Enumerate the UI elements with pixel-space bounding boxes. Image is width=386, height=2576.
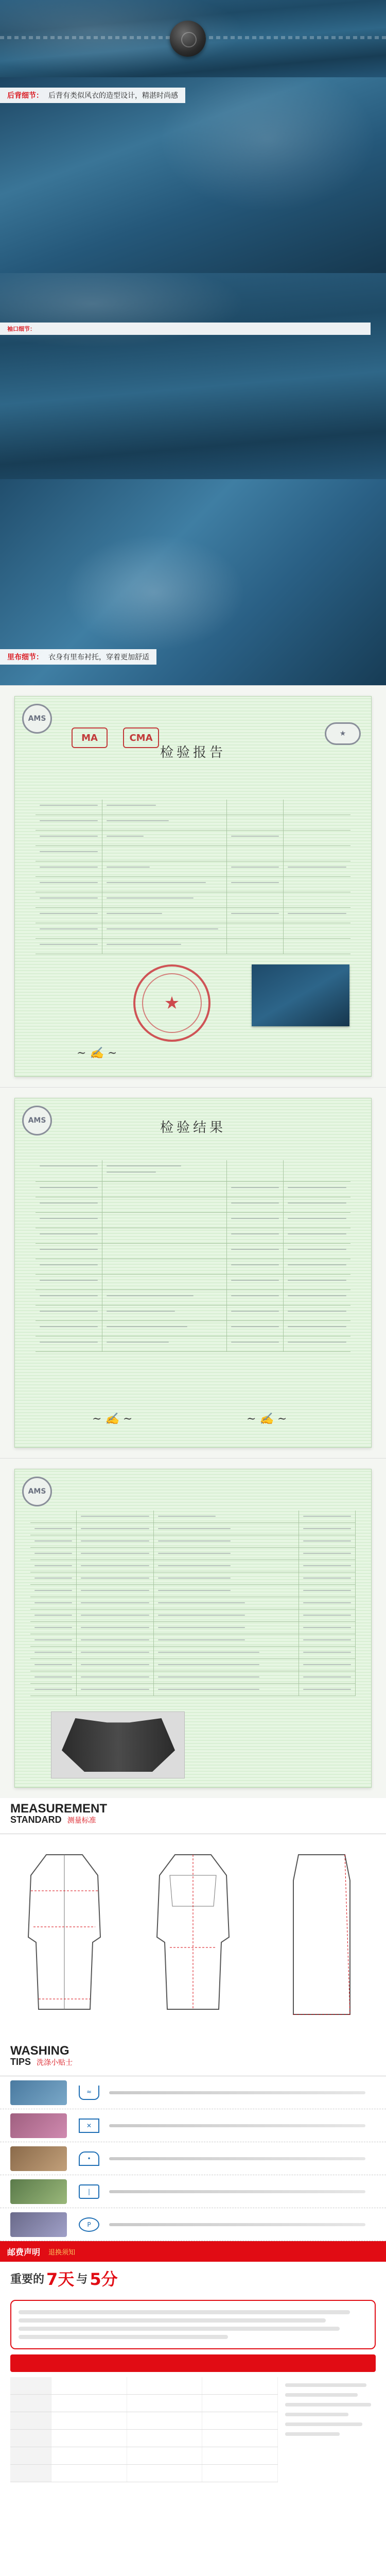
cuff-detail-tag: 袖口细节：: [7, 326, 36, 332]
measurement-diagrams: [0, 1834, 386, 2040]
grid-row: [36, 1228, 350, 1244]
grid-row: [36, 1321, 350, 1336]
grid-row: [36, 892, 350, 908]
return-policy-table-area: [10, 2377, 376, 2482]
cuff-detail-photo: [0, 273, 386, 479]
garment-sample-photo: [51, 1711, 185, 1778]
grid-row: [36, 1275, 350, 1290]
warning-banner: [10, 2354, 376, 2372]
measurement-heading-en-1: MEASUREMENT: [10, 1802, 108, 1816]
grid-row: [36, 1259, 350, 1275]
grid-row: [36, 1160, 350, 1182]
back-detail-tag: 后背细节：: [7, 92, 43, 100]
grid-row: [36, 1290, 350, 1306]
lining-detail-caption: [0, 649, 156, 665]
cma-badge: CMA: [123, 727, 159, 748]
promo-days: 7天: [46, 2269, 75, 2289]
grid-row: [36, 1197, 350, 1213]
institute-name: [15, 1098, 371, 1108]
table-row: [30, 1659, 356, 1671]
table-row: [10, 2377, 278, 2395]
table-row: [30, 1585, 356, 1597]
postage-subtitle: 退换须知: [48, 2248, 76, 2257]
table-row: [30, 1511, 356, 1523]
report-info-grid: [36, 800, 350, 954]
fiber-content-sheet: [14, 1469, 372, 1788]
wash-basin-icon: ≈: [76, 2086, 102, 2100]
washing-tip-text: [109, 2223, 365, 2226]
grid-row: [36, 923, 350, 939]
notice-line: [19, 2310, 350, 2314]
institute-name: [15, 697, 371, 706]
table-row: [30, 1647, 356, 1659]
fabric-swatch: [252, 964, 349, 1026]
sleeve-diagram: [268, 1844, 376, 2025]
grid-row: [36, 1213, 350, 1228]
lining-detail-photo: [0, 479, 386, 685]
coat-front-diagram: [10, 1844, 118, 2025]
signature: ~ ✍ ~: [247, 1413, 287, 1426]
coat-image: [62, 1718, 175, 1772]
fiber-content-table: [30, 1511, 356, 1696]
return-policy-promo: [0, 2262, 386, 2295]
grid-row: [36, 939, 350, 954]
ma-badge: MA: [72, 727, 108, 748]
grid-row: [36, 877, 350, 892]
postage-title: 邮费声明: [7, 2247, 41, 2257]
grid-row: [36, 831, 350, 846]
test-report-sheet: [14, 696, 372, 1077]
table-row: [10, 2430, 278, 2447]
grid-row: [36, 846, 350, 861]
fabric-button-photo: [0, 0, 386, 77]
promo-prefix: 重要的: [10, 2273, 45, 2286]
washing-tip-text: [109, 2157, 365, 2160]
table-row: [10, 2465, 278, 2482]
test-report-section: [0, 685, 386, 1087]
washing-tip-row: [0, 2142, 386, 2175]
postage-bar: [0, 2241, 386, 2262]
table-row: [30, 1572, 356, 1585]
test-result-section: [0, 1087, 386, 1458]
back-detail-caption: [0, 88, 185, 103]
cuff-detail-caption: [0, 323, 371, 335]
table-row: [30, 1560, 356, 1572]
no-bleach-icon: ✕: [76, 2119, 102, 2133]
washing-photo: [10, 2146, 67, 2171]
lining-detail-text: 衣身有里布衬托，穿着更加舒适: [48, 653, 149, 662]
return-policy-side-text: [278, 2377, 376, 2482]
table-row: [30, 1671, 356, 1684]
official-stamp: ★: [133, 964, 210, 1042]
washing-tip-row: [0, 2109, 386, 2142]
table-row: [10, 2447, 278, 2465]
table-row: [10, 2395, 278, 2412]
grid-row: [36, 1244, 350, 1259]
signature: ~ ✍ ~: [77, 1047, 117, 1060]
table-row: [30, 1622, 356, 1634]
back-detail-photo: [0, 77, 386, 273]
table-row: [30, 1684, 356, 1696]
grid-row: [36, 861, 350, 877]
grid-row: [36, 1336, 350, 1352]
table-row: [30, 1535, 356, 1548]
washing-tip-text: [109, 2124, 365, 2127]
hang-dry-icon: |: [76, 2184, 102, 2199]
grid-row: [36, 815, 350, 831]
measurement-heading-en-2: STANDARD: [10, 1815, 62, 1825]
fiber-content-section: [0, 1458, 386, 1798]
grid-row: [36, 1182, 350, 1197]
notice-box: [10, 2300, 376, 2349]
lining-detail-tag: 里布细节：: [7, 653, 43, 662]
washing-tip-text: [109, 2091, 365, 2094]
washing-photo: [10, 2113, 67, 2138]
washing-photo: [10, 2212, 67, 2237]
signature: ~ ✍ ~: [92, 1413, 133, 1426]
measurement-heading-cn: 测量标准: [67, 1817, 96, 1825]
coat-back-diagram: [139, 1844, 247, 2025]
washing-photo: [10, 2179, 67, 2204]
ams-logo-icon: AMS: [22, 1477, 52, 1506]
washing-tips-list: [0, 2076, 386, 2241]
table-row: [10, 2412, 278, 2430]
return-policy-table: [10, 2377, 278, 2482]
promo-score: 5分: [90, 2269, 118, 2289]
washing-heading: [0, 2040, 386, 2076]
washing-tip-row: [0, 2208, 386, 2241]
washing-heading-en-2: TIPS: [10, 2057, 31, 2067]
ams-logo-icon: AMS: [22, 1106, 52, 1136]
result-title: 检验结果: [160, 1120, 226, 1136]
grid-row: [36, 908, 350, 923]
dry-clean-icon: P: [76, 2217, 102, 2232]
institute-name: [15, 1469, 371, 1479]
washing-tip-row: [0, 2076, 386, 2109]
grid-row: [36, 1306, 350, 1321]
notice-line: [19, 2335, 228, 2339]
accreditation-logo-icon: ★: [325, 722, 361, 745]
washing-tip-row: [0, 2175, 386, 2208]
coat-button-image: [170, 21, 206, 57]
table-row: [30, 1548, 356, 1560]
promo-mid: 与: [76, 2273, 88, 2286]
notice-line: [19, 2327, 340, 2331]
report-title: 检验报告: [160, 745, 226, 760]
table-row: [30, 1597, 356, 1609]
result-grid: [36, 1160, 350, 1352]
table-row: [30, 1523, 356, 1535]
measurement-heading: [0, 1798, 386, 1834]
washing-heading-en-1: WASHING: [10, 2044, 69, 2058]
test-result-sheet: [14, 1098, 372, 1448]
grid-row: [36, 800, 350, 815]
ams-logo-icon: AMS: [22, 704, 52, 734]
washing-heading-cn: 洗涤小贴士: [37, 2059, 73, 2067]
washing-photo: [10, 2080, 67, 2105]
table-row: [30, 1609, 356, 1622]
notice-line: [19, 2318, 326, 2323]
table-row: [30, 1634, 356, 1647]
washing-tip-text: [109, 2190, 365, 2193]
back-detail-text: 后背有类似风衣的造型设计，精湛时尚感: [48, 92, 178, 100]
low-temp-iron-icon: •: [76, 2151, 102, 2166]
